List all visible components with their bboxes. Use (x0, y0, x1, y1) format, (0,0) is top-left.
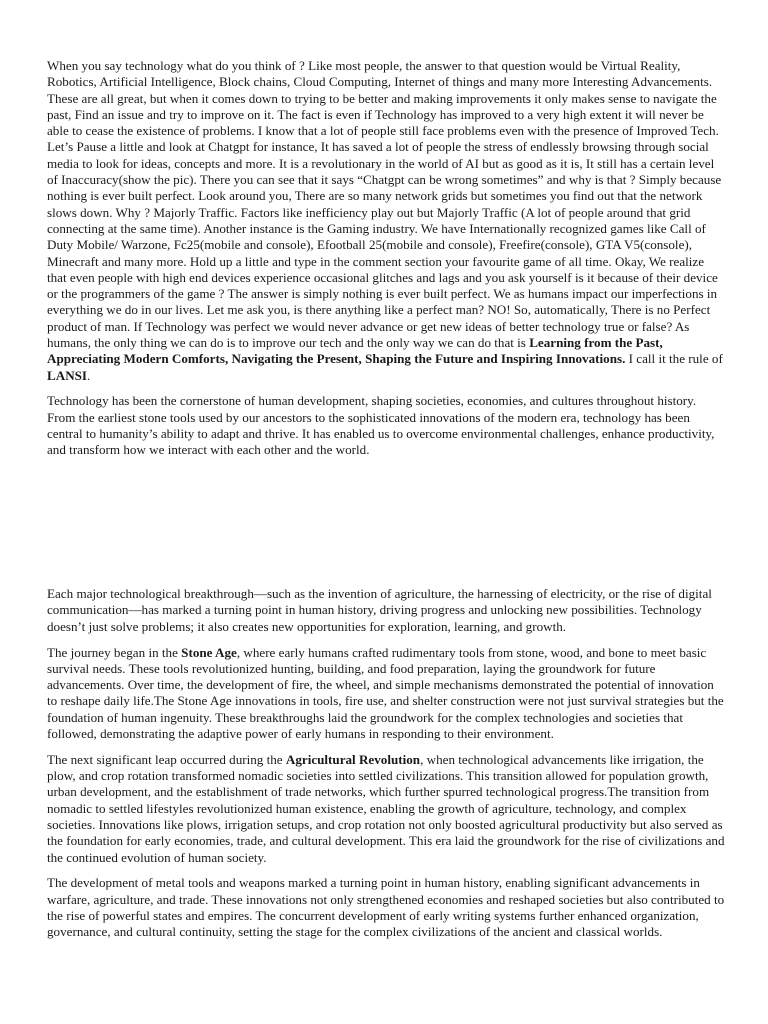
bold-text-run: Learning from the Past, Appreciating Modern Comforts, Navigating the Present, Shaping the Future and Inspiring Innovations. (47, 335, 663, 367)
text-run: The journey began in the (47, 644, 182, 660)
text-run: When you say technology what do you think of ? Like most people, the answer to that question would be Virtual Reality, Robotics, Artificial Intelligence, Block chains, Cloud Computing, Internet of things and many more Interesting Advancements. These are all great, but when it comes down to trying to be better and making improvements it only makes sense to navigate the past, Find an issue and try to improve on it. The fact is even if Technology has improved to a very high extent it will never be able to cease the existence of problems. I know that a lot of people still face problems even with the presence of Improved Tech. Let’s Pause a little and look at Chatgpt for instance, It has saved a lot of people the stress of endlessly browsing through social media to look for ideas, concepts and more. It is a revolutionary in the world of AI but as good as it is, It still has a certain level of Inaccuracy(show the pic). There you can see that it says “Chatgpt can be wrong sometimes” and why is that ? Simply because nothing is ever built perfect. Look around you, There are so many network grids but sometimes you find out that the network slows down. Why ? Majorly Traffic. Factors like inefficiency play out but Majorly Traffic (A lot of people around that grid connecting at the same time). Another instance is the Gaming industry. We have Internationally recognized games like Call of Duty Mobile/ Warzone, Fc25(mobile and console), Efootball 25(mobile and console), Freefire(console), GTA V5(console), Minecraft and many more. Hold up a little and type in the comment section your favourite game of all time. Okay, We realize that even people with high end devices experience occasional glitches and lags and you ask yourself is it because of their device or the programmers of the game ? The answer is simply nothing is ever built perfect. We as humans impact our imperfections in everything we do in our lives. Let me ask you, is there anything like a perfect man? NO! So, automatically, There is no Perfect product of man. If Technology was perfect we would never advance or get new ideas of better technology true or false? As humans, the only thing we can do is to improve our tech and the only way we can do that is (47, 58, 722, 351)
section-intro (47, 58, 725, 459)
text-run: I call it the rule of (625, 351, 723, 367)
text-run: Technology has been the cornerstone of human development, shaping societies, economies, and cultures throughout history. From the earliest stone tools used by our ancestors to the sophisticated innovations of the modern era, technology has been central to humanity’s ability to adapt and thrive. It has enabled us to overcome environmental challenges, enhance productivity, and transform how we interact with each other and the world. (47, 393, 715, 458)
document-page (47, 58, 725, 950)
bold-text-run: Stone Age (181, 644, 237, 660)
paragraph-metal-tools (47, 875, 725, 940)
bold-text-run: Agricultural Revolution (285, 751, 421, 767)
text-run: Each major technological breakthrough—such as the invention of agriculture, the harnessing of electricity, or the rise of digital communication—has marked a turning point in human history, driving progress and unlocking new possibilities. Technology doesn’t just solve problems; it also creates new opportunities for exploration, learning, and growth. (47, 586, 712, 634)
blank-space (47, 468, 725, 586)
text-run: The next significant leap occurred during the (47, 751, 286, 767)
text-run: , when technological advancements like irrigation, the plow, and crop rotation transformed nomadic societies into settled civilizations. This transition allowed for population growth, urban development, and the establishment of trade networks, which further spurred technological progress.The transition from nomadic to settled lifestyles revolutionized human existence, enabling the growth of agriculture, technology, and complex societies. Innovations like plows, irrigation setups, and crop rotation not only boosted agricultural productivity but also served as the foundation for early economies, trade, and cultural development. This era laid the groundwork for the rise of civilizations and the continued evolution of human society. (47, 751, 725, 865)
section-history (47, 586, 725, 940)
paragraph-technology-cornerstone (47, 393, 725, 458)
paragraph-agricultural-revolution (47, 752, 725, 866)
paragraph-intro-lansi (47, 58, 725, 384)
text-run: The development of metal tools and weapons marked a turning point in human history, enabling significant advancements in warfare, agriculture, and trade. These innovations not only strengthened economies and reshaped societies but also contributed to the rise of powerful states and empires. The concurrent development of early writing systems further enhanced organization, governance, and cultural continuity, setting the stage for the complex civilizations of the ancient and classical worlds. (47, 875, 725, 940)
bold-text-run: LANSI (47, 367, 88, 383)
paragraph-breakthroughs (47, 586, 725, 635)
paragraph-stone-age (47, 645, 725, 743)
text-run: , where early humans crafted rudimentary tools from stone, wood, and bone to meet basic survival needs. These tools revolutionized hunting, building, and food preparation, laying the groundwork for future advancements. Over time, the development of fire, the wheel, and simple mechanisms demonstrated the potential of innovation to reshape daily life.The Stone Age innovations in tools, fire use, and shelter construction were not just survival strategies but the foundation of human ingenuity. These breakthroughs laid the groundwork for the complex technologies and societies that followed, demonstrating the adaptive power of early humans in responding to their environment. (47, 644, 724, 741)
text-run: . (87, 367, 91, 383)
